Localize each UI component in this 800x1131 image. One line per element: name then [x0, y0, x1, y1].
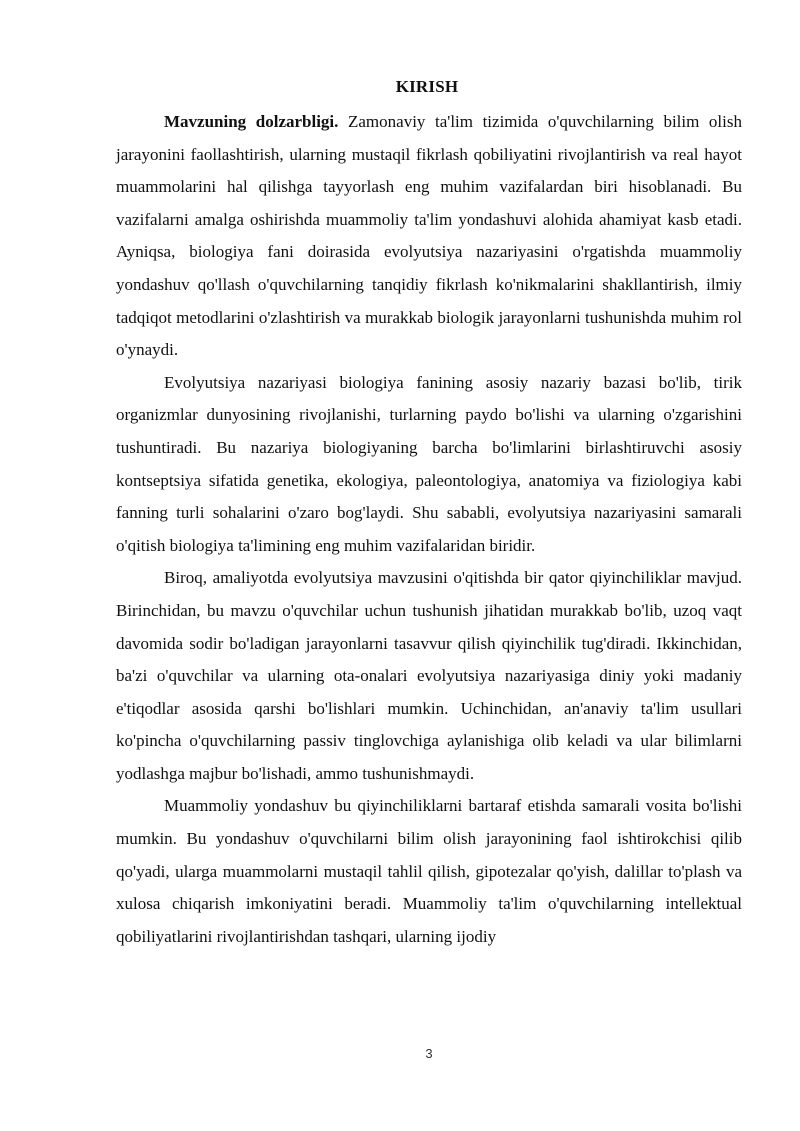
page-number: 3	[425, 1046, 433, 1061]
document-body	[116, 106, 742, 953]
paragraph-teaching-difficulties	[116, 562, 742, 790]
paragraph-lead: Mavzuning dolzarbligi.	[164, 112, 339, 131]
paragraph-text: Evolyutsiya nazariyasi biologiya fanining asosiy nazariy bazasi bo'lib, tirik organizmlar dunyosining rivojlanishi, turlarning paydo bo'lishi va ularning o'zgarishini tushuntiradi. Bu nazariya biologiyaning barcha bo'limlarini birlashtiruvchi asosiy kontseptsiya sifatida genetika, ekologiya, paleontologiya, anatomiya va fiziologiya kabi fanning turli sohalarini o'zaro bog'laydi. Shu sababli, evolyutsiya nazariyasini samarali o'qitish biologiya ta'limining eng muhim vazifalaridan biridir.	[116, 372, 742, 555]
paragraph-text: Muammoliy yondashuv bu qiyinchiliklarni bartaraf etishda samarali vosita bo'lishi mumkin. Bu yondashuv o'quvchilarni bilim olish jarayonining faol ishtirokchisi qilib qo'yadi, ularga muammolarni mustaqil tahlil qilish, gipotezalar qo'yish, dalillar to'plash va xulosa chiqarish imkoniyatini beradi. Muammoliy ta'lim o'quvchilarning intellektual qobiliyatlarini rivojlantirishdan tashqari, ularning ijodiy	[116, 796, 742, 946]
paragraph-evolution-theory	[116, 367, 742, 563]
paragraph-text: Zamonaviy ta'lim tizimida o'quvchilarning bilim olish jarayonini faollashtirish, ularning mustaqil fikrlash qobiliyatini rivojlantirish va real hayot muammolarini hal qilishga tayyorlash eng muhim vazifalardan biri hisoblanadi. Bu vazifalarni amalga oshirishda muammoliy ta'lim yondashuvi alohida ahamiyat kasb etadi. Ayniqsa, biologiya fani doirasida evolyutsiya nazariyasini o'rgatishda muammoliy yondashuv qo'llash o'quvchilarning tanqidiy fikrlash ko'nikmalarini shakllantirish, ilmiy tadqiqot metodlarini o'zlashtirish va murakkab biologik jarayonlarni tushunishda muhim rol o'ynaydi.	[116, 112, 742, 360]
paragraph-relevance	[116, 106, 742, 367]
section-title: KIRISH	[395, 77, 459, 96]
paragraph-problem-based-approach	[116, 790, 742, 953]
paragraph-text: Biroq, amaliyotda evolyutsiya mavzusini o'qitishda bir qator qiyinchiliklar mavjud. Birinchidan, bu mavzu o'quvchilar uchun tushunish jihatidan murakkab bo'lib, uzoq vaqt davomida sodir bo'ladigan jarayonlarni tasavvur qilish qiyinchilik tug'diradi. Ikkinchidan, ba'zi o'quvchilar va ularning ota-onalari evolyutsiya nazariyasiga diniy yoki madaniy e'tiqodlar asosida qarshi bo'lishlari mumkin. Uchinchidan, an'anaviy ta'lim usullari ko'pincha o'quvchilarning passiv tinglovchiga aylanishiga olib keladi va ular bilimlarni yodlashga majbur bo'lishadi, ammo tushunishmaydi.	[116, 568, 742, 783]
